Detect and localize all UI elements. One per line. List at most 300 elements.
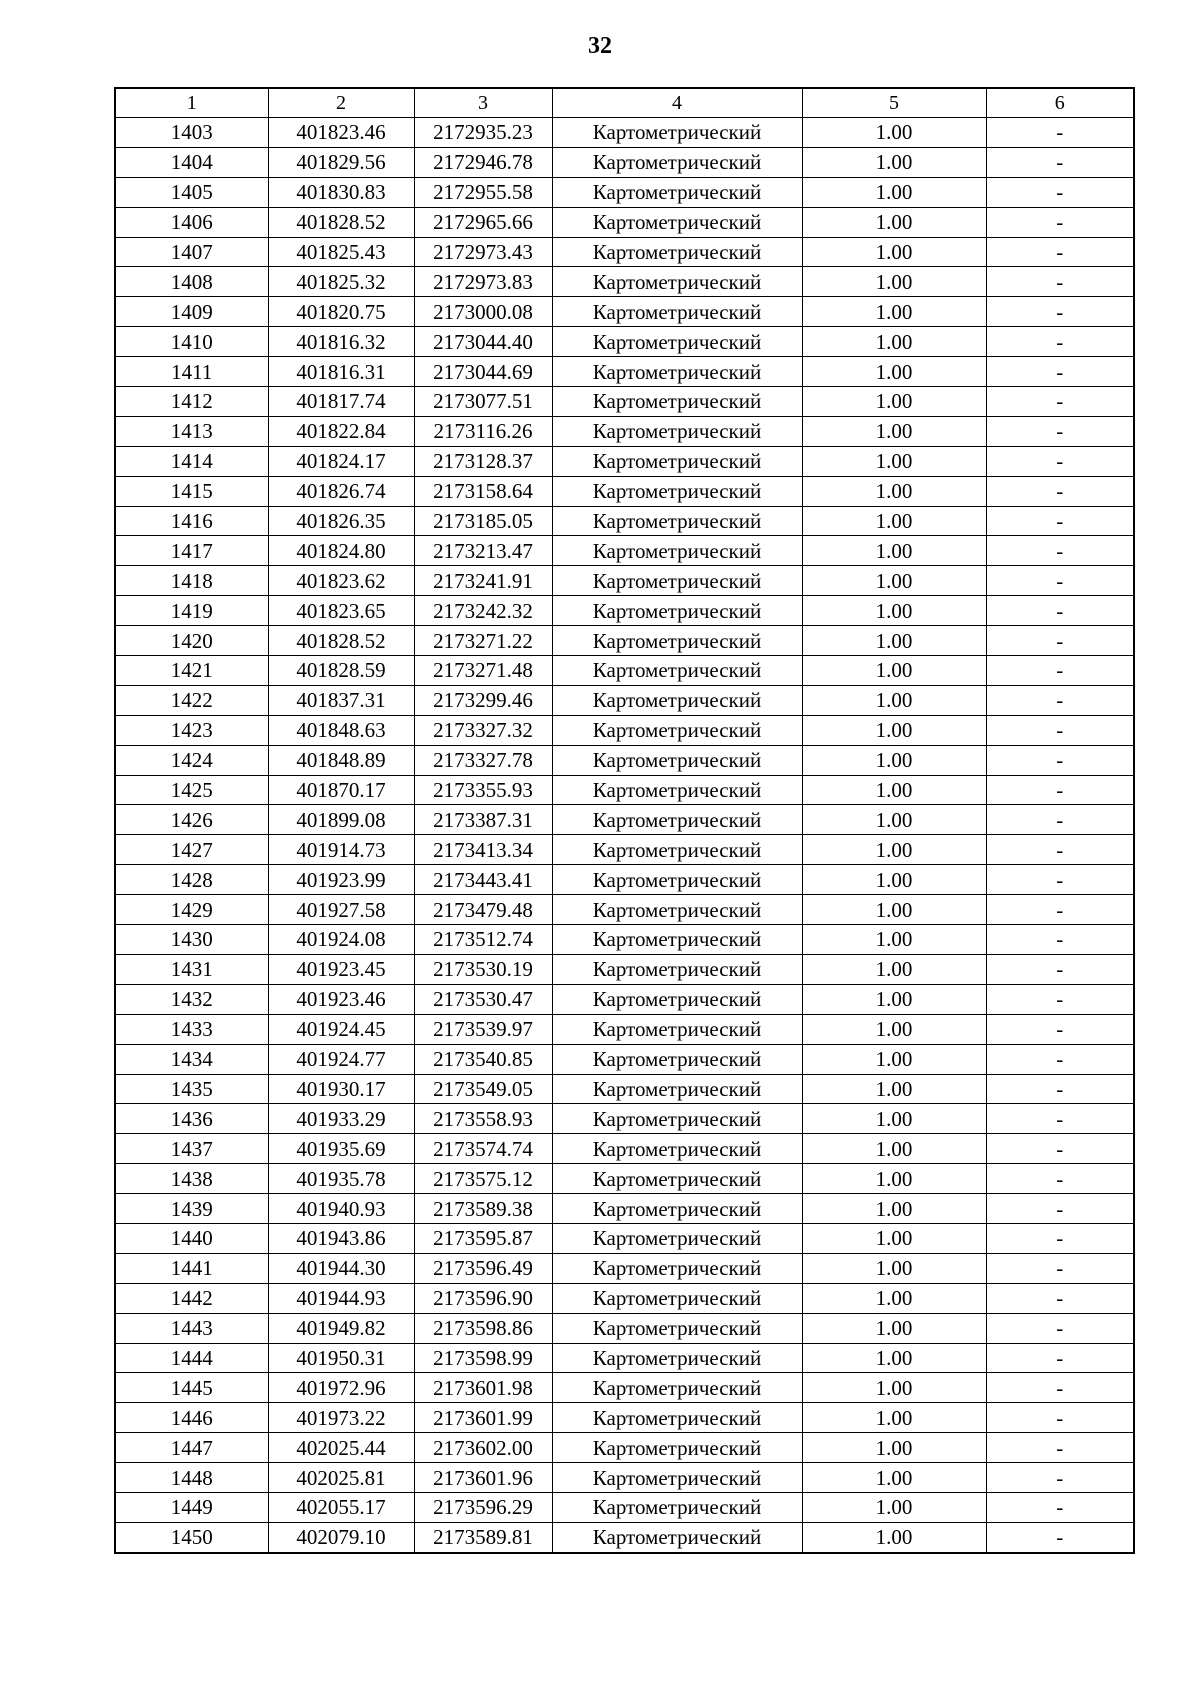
cell-point-number: 1444 — [115, 1343, 268, 1373]
cell-x-coordinate: 402055.17 — [268, 1492, 414, 1522]
cell-note: - — [986, 416, 1134, 446]
cell-note: - — [986, 984, 1134, 1014]
cell-y-coordinate: 2173158.64 — [414, 476, 552, 506]
cell-method: Картометрический — [552, 476, 802, 506]
cell-y-coordinate: 2173574.74 — [414, 1134, 552, 1164]
table-row — [115, 775, 1134, 805]
cell-x-coordinate: 401824.17 — [268, 446, 414, 476]
cell-accuracy: 1.00 — [802, 1313, 986, 1343]
column-header-y-coordinate: 3 — [414, 88, 552, 118]
cell-x-coordinate: 401972.96 — [268, 1373, 414, 1403]
cell-y-coordinate: 2173601.99 — [414, 1403, 552, 1433]
table-row — [115, 596, 1134, 626]
cell-point-number: 1450 — [115, 1522, 268, 1552]
cell-point-number: 1426 — [115, 805, 268, 835]
cell-method: Картометрический — [552, 387, 802, 417]
cell-accuracy: 1.00 — [802, 1433, 986, 1463]
cell-point-number: 1403 — [115, 118, 268, 148]
cell-point-number: 1423 — [115, 715, 268, 745]
cell-accuracy: 1.00 — [802, 775, 986, 805]
cell-note: - — [986, 685, 1134, 715]
cell-method: Картометрический — [552, 984, 802, 1014]
cell-x-coordinate: 401933.29 — [268, 1104, 414, 1134]
cell-x-coordinate: 401944.93 — [268, 1283, 414, 1313]
cell-y-coordinate: 2173512.74 — [414, 925, 552, 955]
cell-method: Картометрический — [552, 656, 802, 686]
cell-accuracy: 1.00 — [802, 536, 986, 566]
table-row — [115, 1343, 1134, 1373]
cell-accuracy: 1.00 — [802, 1283, 986, 1313]
cell-method: Картометрический — [552, 1104, 802, 1134]
cell-method: Картометрический — [552, 416, 802, 446]
table-row — [115, 1492, 1134, 1522]
table-row — [115, 805, 1134, 835]
cell-x-coordinate: 401829.56 — [268, 147, 414, 177]
table-row — [115, 237, 1134, 267]
cell-x-coordinate: 401826.35 — [268, 506, 414, 536]
cell-accuracy: 1.00 — [802, 387, 986, 417]
cell-x-coordinate: 402079.10 — [268, 1522, 414, 1552]
cell-y-coordinate: 2173540.85 — [414, 1044, 552, 1074]
cell-accuracy: 1.00 — [802, 118, 986, 148]
table-row — [115, 1014, 1134, 1044]
cell-x-coordinate: 401935.78 — [268, 1164, 414, 1194]
column-header-note: 6 — [986, 88, 1134, 118]
cell-point-number: 1424 — [115, 745, 268, 775]
table-row — [115, 118, 1134, 148]
cell-point-number: 1447 — [115, 1433, 268, 1463]
cell-note: - — [986, 1522, 1134, 1552]
table-row — [115, 626, 1134, 656]
table-row — [115, 536, 1134, 566]
cell-method: Картометрический — [552, 536, 802, 566]
cell-point-number: 1419 — [115, 596, 268, 626]
cell-method: Картометрический — [552, 1223, 802, 1253]
cell-x-coordinate: 401817.74 — [268, 387, 414, 417]
cell-method: Картометрический — [552, 1492, 802, 1522]
cell-accuracy: 1.00 — [802, 1164, 986, 1194]
cell-y-coordinate: 2173596.49 — [414, 1253, 552, 1283]
cell-point-number: 1428 — [115, 865, 268, 895]
cell-note: - — [986, 387, 1134, 417]
cell-accuracy: 1.00 — [802, 895, 986, 925]
cell-note: - — [986, 1313, 1134, 1343]
cell-point-number: 1409 — [115, 297, 268, 327]
cell-note: - — [986, 1433, 1134, 1463]
cell-x-coordinate: 401828.59 — [268, 656, 414, 686]
cell-method: Картометрический — [552, 1283, 802, 1313]
table-row — [115, 566, 1134, 596]
column-header-point-number: 1 — [115, 88, 268, 118]
cell-y-coordinate: 2173128.37 — [414, 446, 552, 476]
cell-method: Картометрический — [552, 1044, 802, 1074]
table-row — [115, 835, 1134, 865]
cell-method: Картометрический — [552, 1134, 802, 1164]
cell-method: Картометрический — [552, 207, 802, 237]
coordinates-table — [114, 87, 1135, 1554]
cell-y-coordinate: 2173213.47 — [414, 536, 552, 566]
cell-point-number: 1422 — [115, 685, 268, 715]
cell-x-coordinate: 401824.80 — [268, 536, 414, 566]
cell-note: - — [986, 297, 1134, 327]
cell-note: - — [986, 237, 1134, 267]
cell-note: - — [986, 1343, 1134, 1373]
table-row — [115, 327, 1134, 357]
cell-point-number: 1445 — [115, 1373, 268, 1403]
cell-point-number: 1405 — [115, 177, 268, 207]
cell-point-number: 1420 — [115, 626, 268, 656]
cell-x-coordinate: 401820.75 — [268, 297, 414, 327]
table-row — [115, 1253, 1134, 1283]
cell-note: - — [986, 1253, 1134, 1283]
table-row — [115, 476, 1134, 506]
cell-method: Картометрический — [552, 1343, 802, 1373]
table-row — [115, 267, 1134, 297]
cell-method: Картометрический — [552, 1164, 802, 1194]
table-row — [115, 895, 1134, 925]
column-header-x-coordinate: 2 — [268, 88, 414, 118]
cell-point-number: 1438 — [115, 1164, 268, 1194]
cell-y-coordinate: 2173575.12 — [414, 1164, 552, 1194]
cell-method: Картометрический — [552, 865, 802, 895]
cell-point-number: 1412 — [115, 387, 268, 417]
cell-y-coordinate: 2173558.93 — [414, 1104, 552, 1134]
cell-accuracy: 1.00 — [802, 626, 986, 656]
table-row — [115, 715, 1134, 745]
table-row — [115, 925, 1134, 955]
cell-note: - — [986, 835, 1134, 865]
table-row — [115, 357, 1134, 387]
cell-note: - — [986, 715, 1134, 745]
cell-note: - — [986, 147, 1134, 177]
cell-x-coordinate: 401923.46 — [268, 984, 414, 1014]
header-row — [115, 88, 1134, 118]
cell-point-number: 1448 — [115, 1463, 268, 1493]
cell-point-number: 1425 — [115, 775, 268, 805]
cell-point-number: 1417 — [115, 536, 268, 566]
cell-x-coordinate: 401924.77 — [268, 1044, 414, 1074]
cell-x-coordinate: 401935.69 — [268, 1134, 414, 1164]
cell-y-coordinate: 2173530.19 — [414, 954, 552, 984]
cell-point-number: 1413 — [115, 416, 268, 446]
cell-method: Картометрический — [552, 895, 802, 925]
cell-method: Картометрический — [552, 626, 802, 656]
cell-point-number: 1435 — [115, 1074, 268, 1104]
cell-note: - — [986, 1074, 1134, 1104]
cell-method: Картометрический — [552, 775, 802, 805]
cell-point-number: 1440 — [115, 1223, 268, 1253]
cell-x-coordinate: 401940.93 — [268, 1194, 414, 1224]
cell-note: - — [986, 1223, 1134, 1253]
cell-x-coordinate: 401949.82 — [268, 1313, 414, 1343]
cell-method: Картометрический — [552, 745, 802, 775]
cell-accuracy: 1.00 — [802, 566, 986, 596]
cell-point-number: 1446 — [115, 1403, 268, 1433]
cell-point-number: 1414 — [115, 446, 268, 476]
cell-method: Картометрический — [552, 357, 802, 387]
cell-accuracy: 1.00 — [802, 835, 986, 865]
cell-accuracy: 1.00 — [802, 1104, 986, 1134]
cell-accuracy: 1.00 — [802, 147, 986, 177]
cell-accuracy: 1.00 — [802, 357, 986, 387]
cell-y-coordinate: 2173539.97 — [414, 1014, 552, 1044]
cell-note: - — [986, 626, 1134, 656]
cell-point-number: 1441 — [115, 1253, 268, 1283]
cell-point-number: 1416 — [115, 506, 268, 536]
cell-x-coordinate: 401823.65 — [268, 596, 414, 626]
cell-x-coordinate: 401914.73 — [268, 835, 414, 865]
cell-note: - — [986, 1403, 1134, 1433]
cell-note: - — [986, 566, 1134, 596]
cell-y-coordinate: 2173601.96 — [414, 1463, 552, 1493]
cell-note: - — [986, 745, 1134, 775]
cell-method: Картометрический — [552, 835, 802, 865]
cell-x-coordinate: 402025.81 — [268, 1463, 414, 1493]
cell-accuracy: 1.00 — [802, 1223, 986, 1253]
cell-accuracy: 1.00 — [802, 1194, 986, 1224]
cell-y-coordinate: 2173387.31 — [414, 805, 552, 835]
cell-method: Картометрический — [552, 1403, 802, 1433]
cell-y-coordinate: 2173185.05 — [414, 506, 552, 536]
cell-accuracy: 1.00 — [802, 596, 986, 626]
cell-point-number: 1431 — [115, 954, 268, 984]
cell-accuracy: 1.00 — [802, 954, 986, 984]
cell-x-coordinate: 401816.32 — [268, 327, 414, 357]
cell-method: Картометрический — [552, 1074, 802, 1104]
cell-note: - — [986, 327, 1134, 357]
cell-x-coordinate: 401899.08 — [268, 805, 414, 835]
cell-accuracy: 1.00 — [802, 1403, 986, 1433]
cell-y-coordinate: 2173598.99 — [414, 1343, 552, 1373]
cell-note: - — [986, 207, 1134, 237]
cell-x-coordinate: 401828.52 — [268, 207, 414, 237]
cell-accuracy: 1.00 — [802, 805, 986, 835]
cell-y-coordinate: 2173044.40 — [414, 327, 552, 357]
table-row — [115, 416, 1134, 446]
cell-x-coordinate: 401870.17 — [268, 775, 414, 805]
table-row — [115, 1522, 1134, 1552]
cell-note: - — [986, 1373, 1134, 1403]
cell-note: - — [986, 1164, 1134, 1194]
cell-method: Картометрический — [552, 446, 802, 476]
table-row — [115, 745, 1134, 775]
table-row — [115, 685, 1134, 715]
table-row — [115, 1313, 1134, 1343]
cell-method: Картометрический — [552, 685, 802, 715]
cell-x-coordinate: 401830.83 — [268, 177, 414, 207]
cell-x-coordinate: 401944.30 — [268, 1253, 414, 1283]
cell-note: - — [986, 536, 1134, 566]
cell-point-number: 1411 — [115, 357, 268, 387]
cell-accuracy: 1.00 — [802, 506, 986, 536]
cell-point-number: 1433 — [115, 1014, 268, 1044]
cell-point-number: 1434 — [115, 1044, 268, 1074]
cell-note: - — [986, 656, 1134, 686]
cell-x-coordinate: 401924.45 — [268, 1014, 414, 1044]
table-row — [115, 1044, 1134, 1074]
cell-accuracy: 1.00 — [802, 1463, 986, 1493]
cell-x-coordinate: 401848.89 — [268, 745, 414, 775]
cell-method: Картометрический — [552, 1253, 802, 1283]
table-row — [115, 1104, 1134, 1134]
cell-accuracy: 1.00 — [802, 925, 986, 955]
cell-x-coordinate: 401973.22 — [268, 1403, 414, 1433]
cell-x-coordinate: 401823.62 — [268, 566, 414, 596]
cell-point-number: 1437 — [115, 1134, 268, 1164]
cell-y-coordinate: 2173598.86 — [414, 1313, 552, 1343]
table-row — [115, 147, 1134, 177]
table-row — [115, 1134, 1134, 1164]
cell-accuracy: 1.00 — [802, 237, 986, 267]
cell-y-coordinate: 2173443.41 — [414, 865, 552, 895]
cell-note: - — [986, 506, 1134, 536]
cell-y-coordinate: 2173355.93 — [414, 775, 552, 805]
cell-x-coordinate: 401924.08 — [268, 925, 414, 955]
table-row — [115, 984, 1134, 1014]
cell-y-coordinate: 2173327.78 — [414, 745, 552, 775]
cell-point-number: 1439 — [115, 1194, 268, 1224]
cell-y-coordinate: 2172935.23 — [414, 118, 552, 148]
cell-point-number: 1415 — [115, 476, 268, 506]
cell-y-coordinate: 2173116.26 — [414, 416, 552, 446]
table-row — [115, 177, 1134, 207]
cell-method: Картометрический — [552, 1014, 802, 1044]
cell-note: - — [986, 925, 1134, 955]
cell-method: Картометрический — [552, 297, 802, 327]
cell-accuracy: 1.00 — [802, 207, 986, 237]
cell-accuracy: 1.00 — [802, 416, 986, 446]
cell-note: - — [986, 177, 1134, 207]
cell-x-coordinate: 401826.74 — [268, 476, 414, 506]
table-row — [115, 865, 1134, 895]
cell-point-number: 1449 — [115, 1492, 268, 1522]
cell-note: - — [986, 1283, 1134, 1313]
cell-accuracy: 1.00 — [802, 177, 986, 207]
cell-y-coordinate: 2173589.81 — [414, 1522, 552, 1552]
cell-y-coordinate: 2172973.83 — [414, 267, 552, 297]
table-row — [115, 1433, 1134, 1463]
cell-method: Картометрический — [552, 506, 802, 536]
cell-method: Картометрический — [552, 237, 802, 267]
cell-y-coordinate: 2172973.43 — [414, 237, 552, 267]
cell-x-coordinate: 401822.84 — [268, 416, 414, 446]
cell-accuracy: 1.00 — [802, 1044, 986, 1074]
cell-accuracy: 1.00 — [802, 984, 986, 1014]
table-row — [115, 506, 1134, 536]
cell-accuracy: 1.00 — [802, 476, 986, 506]
cell-note: - — [986, 1194, 1134, 1224]
cell-method: Картометрический — [552, 1194, 802, 1224]
cell-note: - — [986, 805, 1134, 835]
cell-note: - — [986, 1134, 1134, 1164]
cell-note: - — [986, 476, 1134, 506]
cell-y-coordinate: 2173530.47 — [414, 984, 552, 1014]
cell-y-coordinate: 2173000.08 — [414, 297, 552, 327]
cell-note: - — [986, 118, 1134, 148]
cell-y-coordinate: 2173413.34 — [414, 835, 552, 865]
cell-note: - — [986, 954, 1134, 984]
cell-method: Картометрический — [552, 925, 802, 955]
cell-note: - — [986, 895, 1134, 925]
cell-point-number: 1432 — [115, 984, 268, 1014]
table-row — [115, 1373, 1134, 1403]
cell-y-coordinate: 2172955.58 — [414, 177, 552, 207]
cell-method: Картометрический — [552, 715, 802, 745]
cell-x-coordinate: 401823.46 — [268, 118, 414, 148]
cell-y-coordinate: 2173077.51 — [414, 387, 552, 417]
cell-note: - — [986, 1014, 1134, 1044]
cell-method: Картометрический — [552, 1433, 802, 1463]
cell-method: Картометрический — [552, 1522, 802, 1552]
cell-accuracy: 1.00 — [802, 745, 986, 775]
cell-accuracy: 1.00 — [802, 327, 986, 357]
cell-accuracy: 1.00 — [802, 656, 986, 686]
table-row — [115, 1194, 1134, 1224]
cell-x-coordinate: 402025.44 — [268, 1433, 414, 1463]
cell-method: Картометрический — [552, 1463, 802, 1493]
table-row — [115, 446, 1134, 476]
cell-note: - — [986, 865, 1134, 895]
cell-point-number: 1407 — [115, 237, 268, 267]
cell-method: Картометрический — [552, 566, 802, 596]
cell-accuracy: 1.00 — [802, 1014, 986, 1044]
cell-accuracy: 1.00 — [802, 1492, 986, 1522]
cell-y-coordinate: 2173241.91 — [414, 566, 552, 596]
cell-method: Картометрический — [552, 327, 802, 357]
cell-accuracy: 1.00 — [802, 267, 986, 297]
cell-method: Картометрический — [552, 177, 802, 207]
table-row — [115, 1074, 1134, 1104]
cell-point-number: 1427 — [115, 835, 268, 865]
cell-point-number: 1442 — [115, 1283, 268, 1313]
cell-y-coordinate: 2173549.05 — [414, 1074, 552, 1104]
cell-y-coordinate: 2173327.32 — [414, 715, 552, 745]
table-row — [115, 1403, 1134, 1433]
cell-y-coordinate: 2173596.90 — [414, 1283, 552, 1313]
table-row — [115, 207, 1134, 237]
cell-point-number: 1404 — [115, 147, 268, 177]
table-row — [115, 1463, 1134, 1493]
cell-method: Картометрический — [552, 118, 802, 148]
cell-method: Картометрический — [552, 954, 802, 984]
cell-point-number: 1406 — [115, 207, 268, 237]
cell-note: - — [986, 1104, 1134, 1134]
cell-note: - — [986, 357, 1134, 387]
cell-x-coordinate: 401837.31 — [268, 685, 414, 715]
table-body — [115, 118, 1134, 1553]
cell-note: - — [986, 1044, 1134, 1074]
table-row — [115, 656, 1134, 686]
cell-note: - — [986, 1492, 1134, 1522]
cell-point-number: 1418 — [115, 566, 268, 596]
cell-y-coordinate: 2173271.22 — [414, 626, 552, 656]
cell-method: Картометрический — [552, 805, 802, 835]
cell-point-number: 1429 — [115, 895, 268, 925]
cell-y-coordinate: 2173271.48 — [414, 656, 552, 686]
column-header-method: 4 — [552, 88, 802, 118]
cell-x-coordinate: 401930.17 — [268, 1074, 414, 1104]
cell-note: - — [986, 446, 1134, 476]
cell-note: - — [986, 596, 1134, 626]
cell-accuracy: 1.00 — [802, 1522, 986, 1552]
cell-x-coordinate: 401816.31 — [268, 357, 414, 387]
cell-point-number: 1430 — [115, 925, 268, 955]
cell-accuracy: 1.00 — [802, 1253, 986, 1283]
cell-accuracy: 1.00 — [802, 1373, 986, 1403]
cell-x-coordinate: 401950.31 — [268, 1343, 414, 1373]
table-header — [115, 88, 1134, 118]
cell-accuracy: 1.00 — [802, 685, 986, 715]
